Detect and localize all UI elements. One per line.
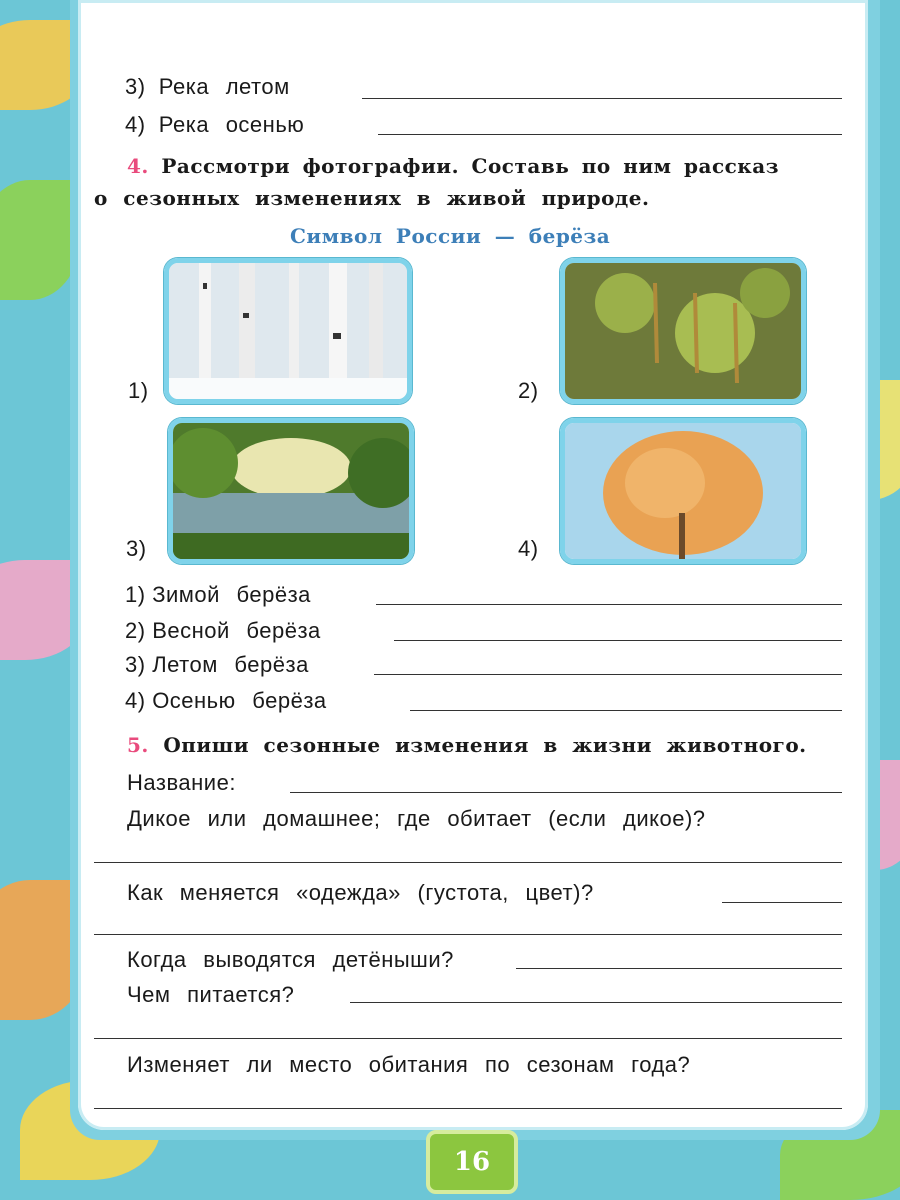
answer-line[interactable] <box>374 674 842 675</box>
season-item-autumn: 4) Осенью берёза <box>125 688 327 713</box>
answer-line[interactable] <box>94 1038 842 1039</box>
winter-birch-photo <box>164 258 412 404</box>
task4-subtitle: Символ России — берёза <box>290 224 611 248</box>
spring-birch-catkins-photo <box>560 258 806 404</box>
answer-line[interactable] <box>378 134 842 135</box>
question-name: Название: <box>127 770 236 795</box>
answer-line[interactable] <box>394 640 842 641</box>
page-number: 16 <box>426 1130 518 1194</box>
season-item-winter: 1) Зимой берёза <box>125 582 311 607</box>
photo-label-4: 4) <box>518 536 539 561</box>
answer-line[interactable] <box>516 968 842 969</box>
question-clothes: Как меняется «одежда» (густота, цвет)? <box>127 880 594 905</box>
answer-line[interactable] <box>722 902 842 903</box>
photo-label-3: 3) <box>126 536 147 561</box>
decor-leaf <box>0 180 80 300</box>
answer-line[interactable] <box>376 604 842 605</box>
question-food: Чем питается? <box>127 982 295 1007</box>
summer-birch-pond-photo <box>168 418 414 564</box>
item-river-autumn: 4) Река осенью <box>125 112 305 137</box>
photo-label-1: 1) <box>128 378 149 403</box>
question-habitat: Изменяет ли место обитания по сезонам года? <box>127 1052 691 1077</box>
item-river-summer: 3) Река летом <box>125 74 290 99</box>
answer-line[interactable] <box>410 710 842 711</box>
season-item-summer: 3) Летом берёза <box>125 652 309 677</box>
answer-line[interactable] <box>290 792 842 793</box>
answer-line[interactable] <box>94 1108 842 1109</box>
answer-line[interactable] <box>94 862 842 863</box>
photo-label-2: 2) <box>518 378 539 403</box>
autumn-birch-photo <box>560 418 806 564</box>
question-young: Когда выводятся детёныши? <box>127 947 454 972</box>
answer-line[interactable] <box>350 1002 842 1003</box>
season-item-spring: 2) Весной берёза <box>125 618 321 643</box>
question-wild-domestic: Дикое или домашнее; где обитает (если дикое)? <box>127 806 706 831</box>
task5-title: 5. Опиши сезонные изменения в жизни животного. <box>127 733 807 757</box>
task4-line2: о сезонных изменениях в живой природе. <box>94 186 650 210</box>
answer-line[interactable] <box>94 934 842 935</box>
task4-line1: 4. Рассмотри фотографии. Составь по ним рассказ <box>127 154 779 178</box>
answer-line[interactable] <box>362 98 842 99</box>
